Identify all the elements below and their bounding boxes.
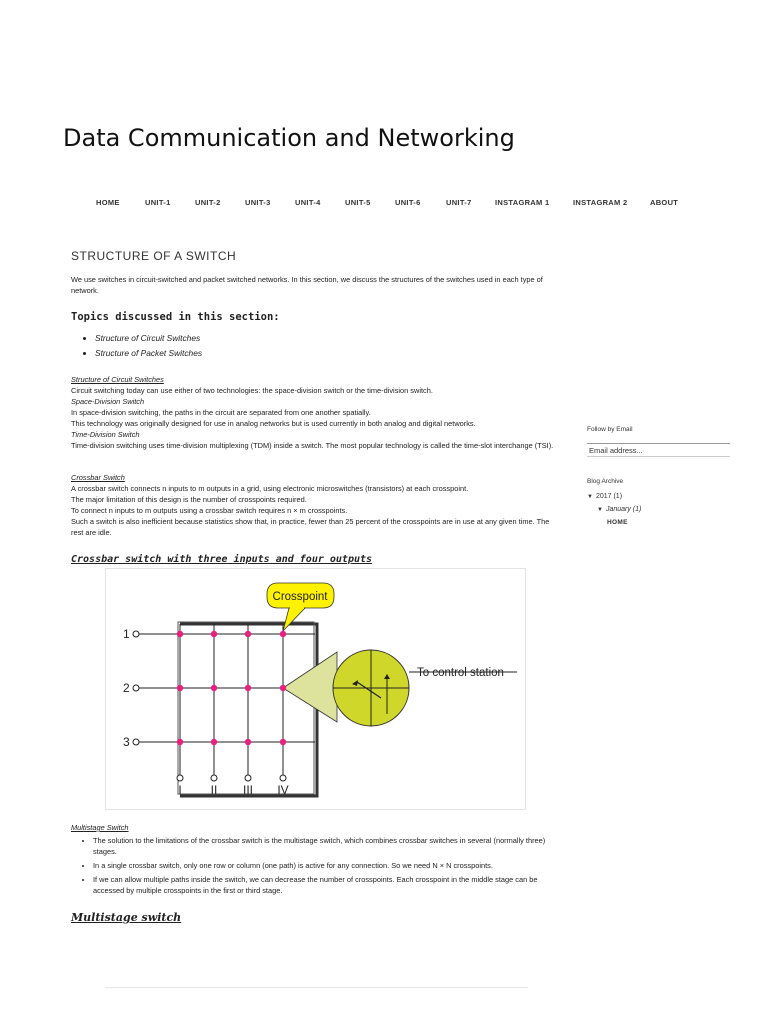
nav-unit-5[interactable]: UNIT-5 <box>345 198 371 207</box>
crosspoint-dot <box>211 631 217 637</box>
output-label: III <box>242 783 254 797</box>
nav-unit-6[interactable]: UNIT-6 <box>395 198 421 207</box>
archive-year[interactable]: 2017 (1) <box>595 493 623 500</box>
output-label: IV <box>277 783 289 797</box>
crosspoint-dot <box>211 739 217 745</box>
crosspoint-dot <box>280 685 286 691</box>
crossbar-text: Such a switch is also inefficient because statistics show that, in practice, fewer than 25 percent of the crosspoints are in use at any given time. The rest are idle. <box>71 517 550 537</box>
crossbar-diagram <box>105 568 526 810</box>
crossbar-figure[interactable] <box>105 568 526 810</box>
crosspoint-dot <box>211 685 217 691</box>
circuit-switches-section <box>71 374 563 451</box>
topic-item: • Structure of Packet Switches <box>95 346 202 361</box>
multistage-bullet: • In a single crossbar switch, only one row or column (one path) is active for any connection. So we need N × N crosspoints. <box>93 860 563 871</box>
nav-instagram-1[interactable]: INSTAGRAM 1 <box>495 198 550 207</box>
callout-join <box>290 607 304 609</box>
crosspoint-dot <box>245 631 251 637</box>
time-division-text: Time-division switching uses time-division multiplexing (TDM) inside a switch. The most popular technology is called the time-slot interchange (TSI). <box>71 441 554 450</box>
nav-unit-2[interactable]: UNIT-2 <box>195 198 221 207</box>
crosspoint-dot <box>177 739 183 745</box>
archive-year-toggle[interactable] <box>587 493 622 500</box>
crosspoint-dot <box>245 739 251 745</box>
post-title: STRUCTURE OF A SWITCH <box>71 249 237 263</box>
multistage-bullet: • The solution to the limitations of the crossbar switch is the multistage switch, which combines crossbar switches in several (normally three) stages. <box>93 835 563 857</box>
follow-by-email-label: Follow by Email <box>587 426 633 433</box>
crosspoint-dot <box>280 739 286 745</box>
output-terminal <box>211 775 217 781</box>
post-intro: We use switches in circuit-switched and packet switched networks. In this section, we discuss the structures of the switches used in each type of network. <box>71 275 543 295</box>
multistage-bullet: • If we can allow multiple paths inside the switch, we can decrease the number of crosspoints. Each crosspoint in the middle stage can be accessed by multiple crosspoints in the first or third stage. <box>93 874 563 896</box>
triangle-down-icon[interactable]: ▼ <box>597 507 603 513</box>
figure-top-edge <box>105 987 528 988</box>
triangle-down-icon[interactable]: ▼ <box>587 494 593 500</box>
archive-month-toggle[interactable] <box>597 506 641 513</box>
output-terminal <box>280 775 286 781</box>
email-input[interactable] <box>587 443 730 457</box>
nav-instagram-2[interactable]: INSTAGRAM 2 <box>573 198 628 207</box>
nav-unit-1[interactable]: UNIT-1 <box>145 198 171 207</box>
output-label: II <box>210 783 218 797</box>
crosspoint-dot <box>245 685 251 691</box>
crossbar-text: The major limitation of this design is the number of crosspoints required. <box>71 495 307 504</box>
circuit-switches-heading: Structure of Circuit Switches <box>71 375 164 384</box>
output-terminal <box>245 775 251 781</box>
output-terminal <box>177 775 183 781</box>
nav-unit-3[interactable]: UNIT-3 <box>245 198 271 207</box>
figure-caption: Crossbar switch with three inputs and four outputs <box>71 554 373 565</box>
input-terminal <box>133 739 139 745</box>
crosspoint-dot <box>177 685 183 691</box>
crossbar-text: To connect n inputs to m outputs using a crossbar switch requires n × m crosspoints. <box>71 506 348 515</box>
nav-unit-7[interactable]: UNIT-7 <box>446 198 472 207</box>
crosspoint-label: Crosspoint <box>272 591 328 603</box>
time-division-heading: Time-Division Switch <box>71 430 140 439</box>
multistage-list <box>71 835 563 896</box>
nav-unit-4[interactable]: UNIT-4 <box>295 198 321 207</box>
input-label: 3 <box>123 735 130 749</box>
archive-month[interactable]: January (1) <box>605 506 642 513</box>
crossbar-text: A crossbar switch connects n inputs to m outputs in a grid, using electronic microswitches (transistors) at each crosspoint. <box>71 484 469 493</box>
crossbar-section <box>71 472 563 538</box>
multistage-section <box>71 822 563 899</box>
multistage-heading: Multistage Switch <box>71 823 129 832</box>
topics-list <box>82 331 202 361</box>
output-label: I <box>178 783 182 797</box>
space-division-text: In space-division switching, the paths in the circuit are separated from one another spatially. <box>71 408 371 417</box>
space-division-text-2: This technology was originally designed for use in analog networks but is used currently in both analog and digital networks. <box>71 419 476 428</box>
blog-title[interactable]: Data Communication and Networking <box>63 124 515 152</box>
crosspoint-dot <box>280 631 286 637</box>
input-terminal <box>133 685 139 691</box>
nav-about[interactable]: ABOUT <box>650 198 679 207</box>
input-terminal <box>133 631 139 637</box>
blog-archive-label: Blog Archive <box>587 478 624 485</box>
crosspoint-dot <box>177 631 183 637</box>
multistage-switch-title: Multistage switch <box>71 911 182 924</box>
space-division-heading: Space-Division Switch <box>71 397 145 406</box>
topic-item: • Structure of Circuit Switches <box>95 331 202 346</box>
input-label: 1 <box>123 627 130 641</box>
input-label: 2 <box>123 681 130 695</box>
circuit-switches-text: Circuit switching today can use either of two technologies: the space-division switch or the time-division switch. <box>71 386 433 395</box>
crossbar-heading: Crossbar Switch <box>71 473 125 482</box>
control-label: To control station <box>417 667 504 679</box>
archive-post-link[interactable]: HOME <box>607 519 628 526</box>
nav-home[interactable]: HOME <box>96 198 120 207</box>
topics-heading: Topics discussed in this section: <box>71 311 280 323</box>
main-nav <box>0 198 768 212</box>
